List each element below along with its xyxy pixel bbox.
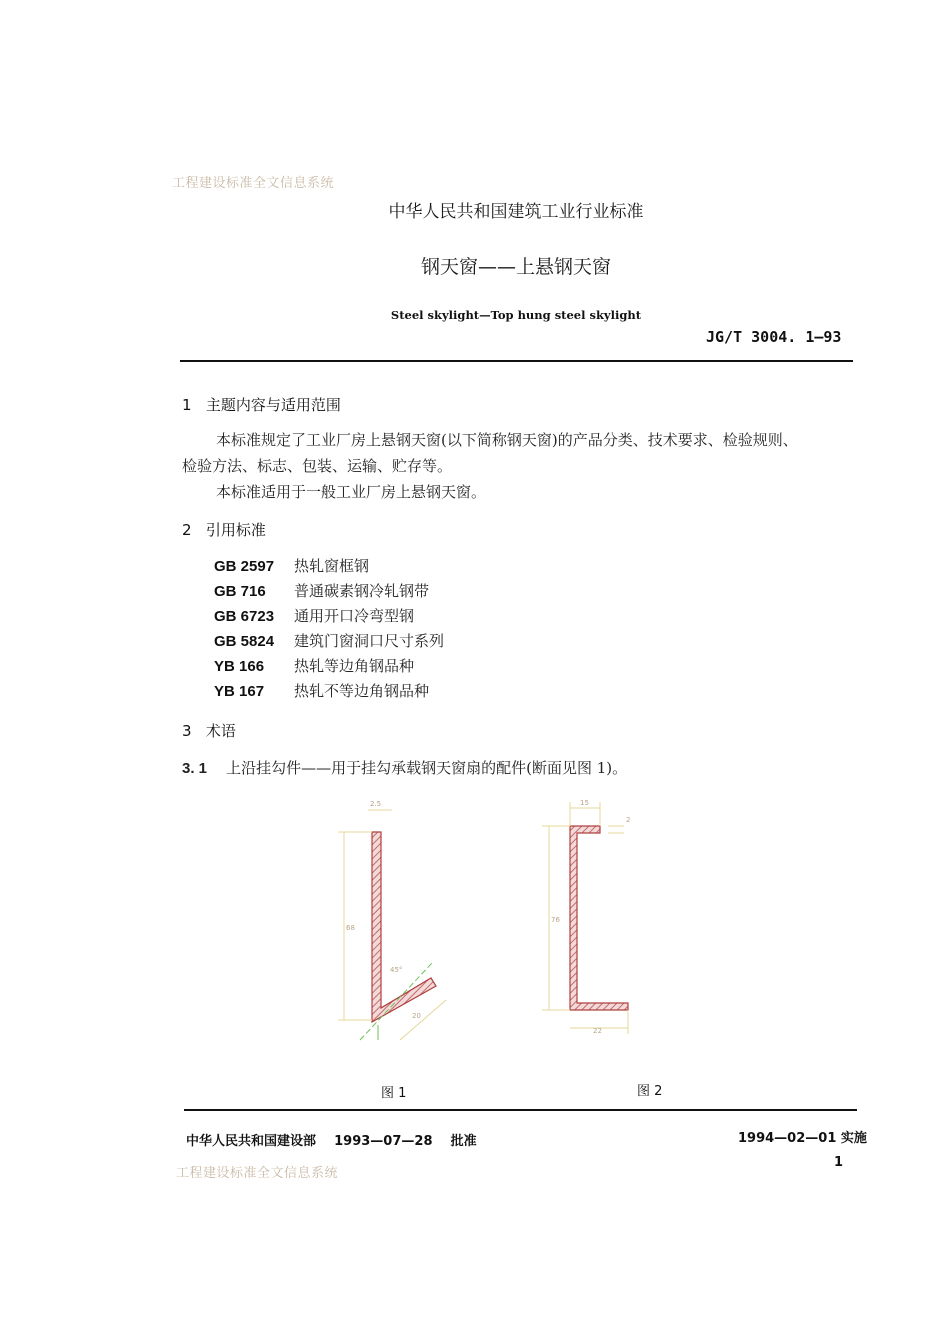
- standard-category: 中华人民共和国建筑工业行业标准: [388, 202, 644, 222]
- figure-1-diag-dim: [400, 1000, 446, 1040]
- figure-1-caption: 图 1: [381, 1086, 407, 1101]
- watermark-top: 工程建设标准全文信息系统: [172, 176, 335, 191]
- section-1-number: 1: [182, 396, 192, 414]
- approval-date: 1993—07—28: [334, 1134, 433, 1149]
- figure-2-height-label: 76: [551, 916, 560, 924]
- section-2-title: 引用标准: [205, 521, 266, 539]
- section-2-number: 2: [182, 521, 192, 539]
- section-1-title: 主题内容与适用范围: [205, 396, 341, 414]
- section-1-para2: 本标准适用于一般工业厂房上悬钢天窗。: [216, 483, 487, 501]
- document-title: 钢天窗——上悬钢天窗: [420, 256, 611, 278]
- reference-name: 通用开口冷弯型钢: [294, 607, 415, 625]
- figure-1-hook-section: [338, 800, 446, 1040]
- figure-2-top-label: 15: [580, 799, 589, 807]
- footer-rule: [184, 1109, 857, 1111]
- standard-number: JG/T 3004. 1—93: [706, 328, 842, 346]
- figure-2-right-label: 2: [626, 816, 631, 824]
- effective-date: 1994—02—01 实施: [738, 1131, 867, 1146]
- reference-name: 热轧等边角钢品种: [294, 657, 415, 675]
- reference-name: 热轧窗框钢: [294, 557, 370, 575]
- figure-2-caption: 图 2: [637, 1084, 663, 1099]
- figure-2-bottom-label: 22: [593, 1027, 602, 1035]
- page-number: 1: [834, 1155, 844, 1170]
- section-1-para1-line2: 检验方法、标志、包装、运输、贮存等。: [182, 457, 453, 475]
- reference-name: 热轧不等边角钢品种: [294, 682, 430, 700]
- clause-3-1-number: 3. 1: [182, 760, 208, 777]
- reference-name: 建筑门窗洞口尺寸系列: [294, 632, 445, 650]
- english-title: Steel skylight—Top hung steel skylight: [390, 308, 642, 322]
- issuing-authority: 中华人民共和国建设部: [186, 1134, 317, 1149]
- figure-1-height-label: 68: [346, 924, 355, 932]
- reference-code: GB 2597: [214, 558, 275, 575]
- figure-1-top-label: 2.5: [370, 800, 382, 808]
- figure-1-diag-label: 20: [412, 1012, 421, 1020]
- reference-name: 普通碳素钢冷轧钢带: [294, 582, 430, 600]
- reference-code: YB 166: [214, 658, 265, 675]
- reference-code: GB 6723: [214, 608, 275, 625]
- section-1-para1-line1: 本标准规定了工业厂房上悬钢天窗(以下简称钢天窗)的产品分类、技术要求、检验规则、: [216, 431, 798, 449]
- footer-approval: [186, 1130, 477, 1149]
- section-3-number: 3: [182, 722, 192, 740]
- reference-code: YB 167: [214, 683, 265, 700]
- figure-2-profile: [570, 826, 628, 1010]
- reference-code: GB 5824: [214, 633, 275, 650]
- clause-3-1-text: 上沿挂勾件——用于挂勾承载钢天窗扇的配件(断面见图 1)。: [226, 759, 628, 777]
- watermark-bottom: 工程建设标准全文信息系统: [176, 1166, 339, 1181]
- approval-label: 批准: [450, 1134, 477, 1149]
- figure-1-angle-label: 45°: [390, 966, 403, 974]
- reference-code: GB 716: [214, 583, 266, 600]
- figure-2-channel-section: [542, 799, 630, 1035]
- section-3-title: 术语: [205, 722, 236, 740]
